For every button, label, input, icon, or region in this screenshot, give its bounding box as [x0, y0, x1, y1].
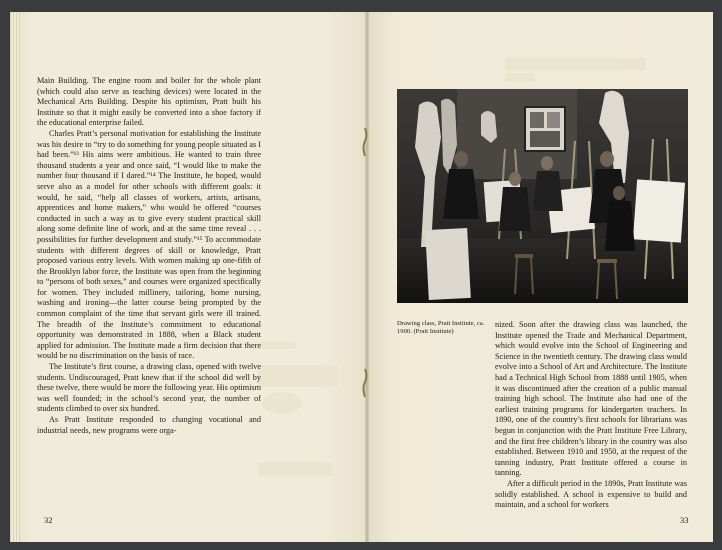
photo-illustration: [397, 89, 688, 303]
staple-bottom-icon: [362, 368, 368, 398]
show-through-block-3: [262, 392, 302, 414]
paragraph: Charles Pratt’s personal motivation for establishing the Institute was his desire to “try to do something for young people situated as I had been.”¹³ His aims were ambitious. He wanted to train three thousand students a year and once said, “I would like to make the number four thousand if I dared.”¹⁴ The Institute, he hoped, would serve also as a model for other schools with different goals: it would, he said, “help all classes of workers, artists, artisans, apprentices and home makers,” who would be offered “courses conducted in such a way as to give every student practical skill along some definite line of work, and at the same time reveal . . . possibilities for further development and study.”¹⁵ To accommodate students with different degrees of skill or knowledge, Pratt proposed various entry levels. With women making up one-fifth of the Brooklyn labor force, the Institute was open from the beginning to “persons of both sexes,” and courses were organized specifically for women. They included millinery, tailoring, home nursing, washing and ironing—the latter course being prompted by the common complaint of the time that servant girls were ill trained. The breadth of the Institute’s commitment to educational opportunity was demonstrated in 1888, when a Black student applied for admission. The Institute made a firm decision that there would be no discrimination on the basis of race.: [37, 128, 261, 361]
staple-top-icon: [362, 127, 368, 157]
page-edge-lines: [10, 12, 20, 542]
show-through-block-4: [258, 462, 332, 476]
book-gutter: [365, 12, 369, 542]
show-through-title-line-2: [505, 73, 535, 82]
drawing-class-photo: [397, 89, 688, 303]
left-body-text: [37, 76, 261, 436]
page-number-right: 33: [680, 515, 689, 525]
paragraph: Main Building. The engine room and boiler for the whole plant (which could also serve as teaching devices) were located in the Mechanical Arts Building. Despite his optimism, Pratt built his Institute so that it might easily be converted into a shoe factory if the educational enterprise failed.: [37, 76, 261, 128]
photo-caption: Drawing class, Pratt Institute, ca. 1900. (Pratt Institute): [397, 320, 485, 336]
show-through-block-2: [258, 365, 338, 387]
page-number-left: 32: [44, 515, 53, 525]
show-through-block-1: [258, 342, 296, 349]
show-through-title-line-1: [505, 58, 645, 70]
right-body-text: [495, 320, 687, 511]
paragraph: As Pratt Institute responded to changing vocational and industrial needs, new programs were orga-: [37, 415, 261, 435]
paragraph: After a difficult period in the 1890s, Pratt Institute was solidly established. A school is expensive to build and maintain, and a school for workers: [495, 478, 687, 510]
paragraph: The Institute’s first course, a drawing class, opened with twelve students. Undiscouraged, Pratt knew that if the school did well by these twelve, there would be more the following year. His optimism was well founded; in the school’s second year, the number of students climbed to over six hundred.: [37, 362, 261, 414]
paragraph: nized. Soon after the drawing class was launched, the Institute opened the Trade and Mechanical Department, which would evolve into the School of Engineering and Science in the twentieth century. The drawing class would evolve into a School of Art and Architecture. The Institute had a Technical High School from 1888 until 1905, when it was discontinued after the creation of a public manual training high school. The Institute also had one of the earliest training programs for kindergarten teachers. In 1890, one of the country’s first schools for librarians was begun in conjunction with the Pratt Institute Free Library, and the first free children’s library in the country was also established. Between 1910 and 1950, at the request of the tanning industry, Pratt Institute offered a course in tanning.: [495, 320, 687, 478]
